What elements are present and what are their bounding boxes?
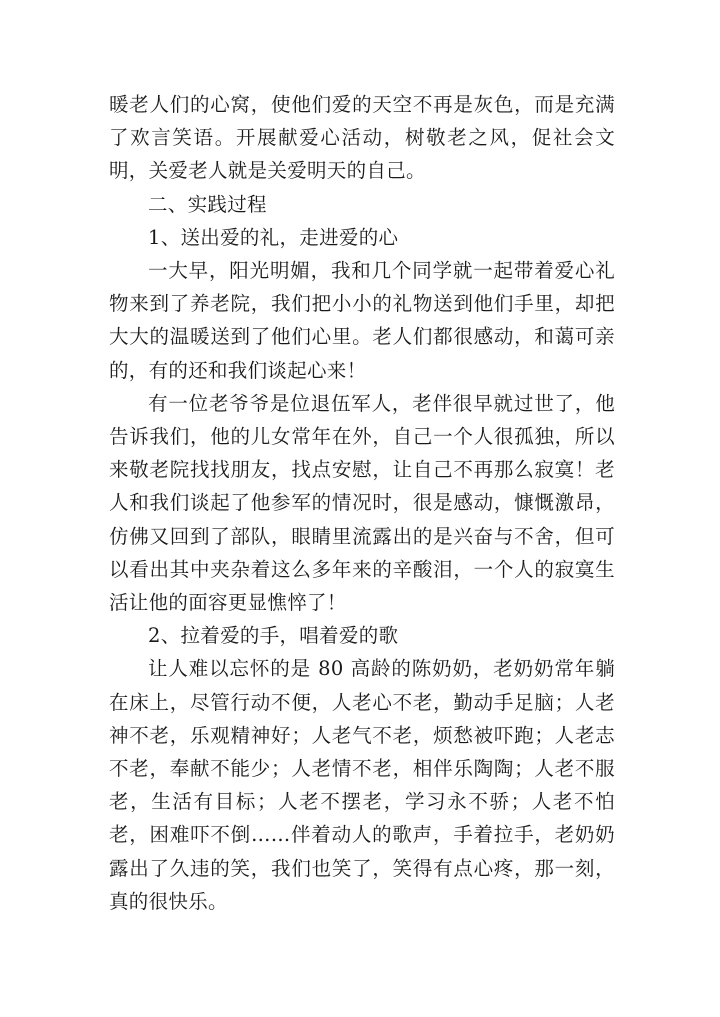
subsection-heading-2: 2、拉着爱的手，唱着爱的歌 <box>148 624 399 648</box>
document-body <box>109 88 615 918</box>
section-heading-practice-process: 二、实践过程 <box>148 192 267 216</box>
paragraph-veteran-grandpa: 有一位老爷爷是位退伍军人，老伴很早就过世了，他告诉我们，他的儿女常年在外，自己一个人很孤独，所以来敬老院找找朋友，找点安慰，让自己不再那么寂寞！老人和我们谈起了他参军的情况时，很是感动，慷慨激昂，仿佛又回到了部队，眼睛里流露出的是兴奋与不舍，但可以看出其中夹杂着这么多年来的辛酸泪，一个人的寂寞生活让他的面容更显憔悴了！ <box>109 391 615 615</box>
paragraph-intro-continued: 暖老人们的心窝，使他们爱的天空不再是灰色，而是充满了欢言笑语。开展献爱心活动，树敬老之风，促社会文明，关爱老人就是关爱明天的自己。 <box>109 93 615 183</box>
subsection-heading-1: 1、送出爱的礼，走进爱的心 <box>148 225 399 249</box>
paragraph-grandma-chen: 让人难以忘怀的是 80 高龄的陈奶奶，老奶奶常年躺在床上，尽管行动不便，人老心不老，勤动手足脑；人老神不老，乐观精神好；人老气不老，烦愁被吓跑；人老志不老，奉献不能少；人老情不老，相伴乐陶陶；人老不服老，生活有目标；人老不摆老，学习永不骄；人老不怕老，困难吓不倒……伴着动人的歌声，手着拉手，老奶奶露出了久违的笑，我们也笑了，笑得有点心疼，那一刻，真的很快乐。 <box>109 657 615 913</box>
paragraph-morning-visit: 一大早，阳光明媚，我和几个同学就一起带着爱心礼物来到了养老院，我们把小小的礼物送到他们手里，却把大大的温暖送到了他们心里。老人们都很感动，和蔼可亲的，有的还和我们谈起心来！ <box>109 259 615 382</box>
